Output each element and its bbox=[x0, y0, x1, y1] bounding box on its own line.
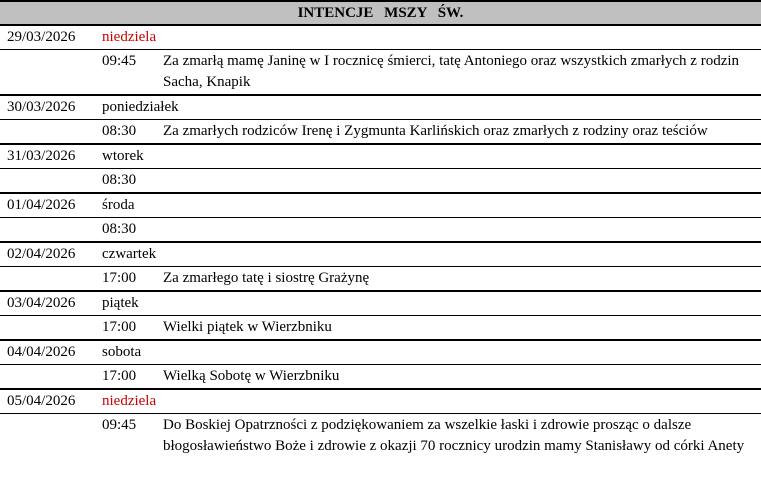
mass-time-cell: 17:00 bbox=[102, 368, 137, 384]
table-header-row bbox=[0, 1, 761, 25]
date-row bbox=[0, 95, 761, 120]
day-name-cell: środa bbox=[95, 193, 761, 218]
mass-row bbox=[0, 50, 761, 96]
empty-cell bbox=[0, 120, 95, 145]
empty-cell bbox=[0, 169, 95, 194]
mass-row bbox=[0, 169, 761, 194]
day-name-cell: czwartek bbox=[95, 242, 761, 267]
mass-intention-cell: Za zmarłą mamę Janinę w I rocznicę śmierci, tatę Antoniego oraz wszystkich zmarłych z rodzin Sacha, Knapik bbox=[163, 53, 740, 90]
day-name-cell: niedziela bbox=[95, 389, 761, 414]
schedule-rows bbox=[0, 25, 761, 458]
empty-cell bbox=[0, 316, 95, 341]
mass-time-cell: 17:00 bbox=[102, 270, 137, 286]
day-name-cell: poniedziałek bbox=[95, 95, 761, 120]
day-name-cell: sobota bbox=[95, 340, 761, 365]
date-cell: 29/03/2026 bbox=[0, 25, 95, 50]
mass-row bbox=[0, 120, 761, 145]
mass-intention-cell: Wielką Sobotę w Wierzbniku bbox=[163, 368, 340, 384]
empty-cell bbox=[0, 365, 95, 390]
mass-time-cell: 08:30 bbox=[102, 172, 137, 188]
date-cell: 30/03/2026 bbox=[0, 95, 95, 120]
date-row bbox=[0, 291, 761, 316]
mass-intention-cell: Za zmarłych rodziców Irenę i Zygmunta Karlińskich oraz zmarłych z rodziny oraz teściów bbox=[163, 123, 708, 139]
date-row bbox=[0, 340, 761, 365]
mass-time-cell: 17:00 bbox=[102, 319, 137, 335]
date-row bbox=[0, 25, 761, 50]
date-cell: 02/04/2026 bbox=[0, 242, 95, 267]
mass-row bbox=[0, 316, 761, 341]
mass-time-cell: 08:30 bbox=[102, 221, 137, 237]
empty-cell bbox=[0, 218, 95, 243]
date-cell: 03/04/2026 bbox=[0, 291, 95, 316]
mass-intention-cell: Wielki piątek w Wierzbniku bbox=[163, 319, 332, 335]
empty-cell bbox=[0, 414, 95, 459]
mass-time-cell: 09:45 bbox=[102, 417, 137, 433]
mass-row bbox=[0, 414, 761, 459]
date-cell: 04/04/2026 bbox=[0, 340, 95, 365]
mass-row bbox=[0, 267, 761, 292]
date-cell: 31/03/2026 bbox=[0, 144, 95, 169]
empty-cell bbox=[0, 50, 95, 96]
mass-intention-cell: Za zmarłego tatę i siostrę Grażynę bbox=[163, 270, 370, 286]
mass-time-cell: 08:30 bbox=[102, 123, 137, 139]
table-title: INTENCJE MSZY ŚW. bbox=[0, 1, 761, 25]
empty-cell bbox=[0, 267, 95, 292]
date-row bbox=[0, 144, 761, 169]
mass-time-cell: 09:45 bbox=[102, 53, 137, 69]
date-cell: 01/04/2026 bbox=[0, 193, 95, 218]
mass-row bbox=[0, 365, 761, 390]
mass-intention-cell bbox=[156, 169, 761, 194]
date-row bbox=[0, 193, 761, 218]
mass-row bbox=[0, 218, 761, 243]
day-name-cell: niedziela bbox=[95, 25, 761, 50]
date-row bbox=[0, 389, 761, 414]
date-cell: 05/04/2026 bbox=[0, 389, 95, 414]
mass-intention-cell bbox=[156, 218, 761, 243]
date-row bbox=[0, 242, 761, 267]
day-name-cell: piątek bbox=[95, 291, 761, 316]
mass-intention-cell: Do Boskiej Opatrzności z podziękowaniem za wszelkie łaski i zdrowie prosząc o dalsze błogosławieństwo Boże i zdrowie z okazji 70 rocznicy urodzin mamy Stanisławy od córki Anety bbox=[163, 417, 745, 454]
day-name-cell: wtorek bbox=[95, 144, 761, 169]
